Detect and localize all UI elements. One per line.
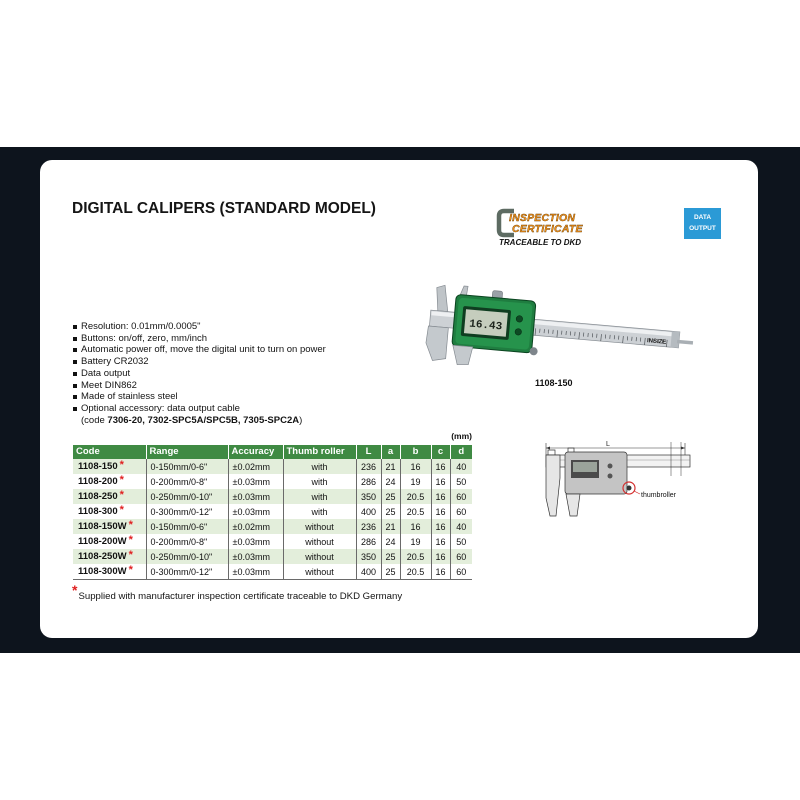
diagram-moving-jaw: [566, 494, 580, 516]
square-bullet-icon: [73, 348, 77, 352]
badge-line-1: DATA: [693, 214, 712, 221]
code-cell: [73, 459, 146, 474]
thumb-roller-cell: with: [283, 474, 356, 489]
dim-a-cell: 21: [381, 459, 400, 474]
code-cell: [73, 549, 146, 564]
diagram-fixed-jaw: [546, 455, 560, 516]
diagram-lcd: [573, 462, 597, 472]
square-bullet-icon: [73, 407, 77, 411]
column-header-dim-c: c: [431, 445, 450, 459]
dim-d-cell: 40: [450, 519, 472, 534]
feature-item: [72, 321, 326, 333]
footnote-asterisk: *: [72, 582, 78, 598]
dim-l-cell: 236: [356, 459, 381, 474]
code-prefix: (code: [81, 414, 108, 426]
dim-l-cell: 236: [356, 519, 381, 534]
feature-item: [72, 380, 326, 392]
column-header-dim-b: b: [400, 445, 431, 459]
dim-c-cell: 16: [431, 459, 450, 474]
dim-l-cell: 350: [356, 549, 381, 564]
certificate-asterisk: *: [128, 534, 133, 546]
accuracy-cell: ±0.03mm: [228, 534, 283, 549]
unit-label: (mm): [451, 431, 472, 441]
table-row: [73, 519, 472, 534]
certificate-asterisk: *: [128, 519, 133, 531]
dim-b-cell: 16: [400, 459, 431, 474]
range-cell: 0-300mm/0-12": [146, 504, 228, 519]
column-header-dim-l: L: [356, 445, 381, 459]
dim-b-cell: 20.5: [400, 549, 431, 564]
accuracy-cell: ±0.03mm: [228, 549, 283, 564]
arrow-left-icon: [546, 447, 550, 450]
spec-table: [73, 445, 472, 580]
code-cell: [73, 474, 146, 489]
diagram-thumb-roller-icon: [627, 486, 632, 491]
column-header-thumb-roller: Thumb roller: [283, 445, 356, 459]
range-cell: 0-150mm/0-6": [146, 519, 228, 534]
table-row: [73, 549, 472, 564]
table-row: [73, 459, 472, 474]
square-bullet-icon: [73, 360, 77, 364]
data-output-badge: [684, 208, 721, 239]
thumb-roller-cell: without: [283, 534, 356, 549]
fixed-upper-jaw: [435, 285, 450, 312]
feature-item: [72, 356, 326, 368]
table-row: [73, 489, 472, 504]
code-suffix: ): [299, 414, 303, 426]
diagram-button-icon: [608, 474, 613, 479]
certificate-line-3: TRACEABLE TO DKD: [499, 238, 582, 247]
dim-l-cell: 286: [356, 534, 381, 549]
dim-l-cell: 400: [356, 504, 381, 519]
fixed-lower-jaw: [424, 326, 448, 362]
diagram-moving-upper-jaw: [568, 448, 574, 452]
feature-text: Battery CR2032: [81, 356, 149, 368]
dim-b-cell: 20.5: [400, 504, 431, 519]
range-cell: 0-200mm/0-8": [146, 474, 228, 489]
brand-logo: INSIZE: [646, 338, 667, 346]
table-header-row: [73, 445, 472, 459]
dim-d-cell: 60: [450, 549, 472, 564]
column-header-dim-d: d: [450, 445, 472, 459]
feature-text: Resolution: 0.01mm/0.0005": [81, 321, 201, 332]
column-header-accuracy: Accuracy: [228, 445, 283, 459]
range-cell: 0-250mm/0-10": [146, 549, 228, 564]
column-header-range: Range: [146, 445, 228, 459]
column-header-dim-a: a: [381, 445, 400, 459]
certificate-asterisk: *: [128, 549, 133, 561]
dim-a-cell: 25: [381, 489, 400, 504]
zero-button-icon: [515, 328, 522, 335]
dim-d-cell: 50: [456, 476, 467, 487]
dim-c-cell: 16: [431, 504, 450, 519]
feature-text: Made of stainless steel: [81, 391, 178, 403]
accuracy-cell: ±0.02mm: [228, 459, 283, 474]
dim-a-cell: 25: [381, 504, 400, 519]
square-bullet-icon: [73, 325, 77, 329]
model-code: 1108-300: [78, 506, 118, 517]
code-cell: [73, 564, 146, 580]
thumb-roller-cell: with: [283, 489, 356, 504]
feature-text: Meet DIN862: [81, 379, 137, 391]
dim-l-cell: 350: [356, 489, 381, 504]
thumb-roller-callout: thumbroller: [641, 492, 677, 499]
dim-c-cell: 16: [431, 489, 450, 504]
range-cell: 0-250mm/0-10": [146, 489, 228, 504]
dim-c-cell: 16: [431, 474, 450, 489]
feature-text: Data output: [81, 367, 131, 379]
accuracy-cell: ±0.03mm: [228, 504, 283, 519]
footnote-text: Supplied with manufacturer inspection certificate traceable to DKD Germany: [78, 591, 403, 602]
certificate-line-2: CERTIFICATE: [512, 223, 583, 235]
depth-rod: [677, 340, 693, 345]
feature-item: [72, 368, 326, 380]
accessory-codes: 7306-20, 7302-SPC5A/SPC5B, 7305-SPC2A: [107, 414, 300, 426]
certificate-asterisk: *: [119, 489, 124, 501]
table-row: [73, 564, 472, 580]
power-button-icon: [516, 315, 523, 322]
certificate-asterisk: *: [119, 474, 124, 486]
catalog-card: [40, 160, 758, 638]
arrow-right-icon: [681, 447, 685, 450]
feature-item: [72, 403, 326, 415]
feature-text: Automatic power off, move the digital unit to turn on power: [81, 344, 326, 356]
dim-a-cell: 25: [381, 549, 400, 564]
feature-item: [72, 344, 326, 356]
code-cell: [73, 489, 146, 504]
model-code: 1108-150W: [78, 521, 127, 532]
model-code: 1108-200W: [78, 536, 127, 547]
dim-c-cell: 16: [431, 549, 450, 564]
dim-d-cell: 40: [450, 459, 472, 474]
dim-a-cell: 24: [381, 534, 400, 549]
square-bullet-icon: [73, 384, 77, 388]
dim-b-cell: 20.5: [400, 564, 431, 580]
thumb-roller-cell: with: [283, 459, 356, 474]
dim-a-cell: 25: [381, 564, 400, 580]
thumb-roller-cell: without: [283, 549, 356, 564]
range-cell: 0-300mm/0-12": [146, 564, 228, 580]
thumb-roller-cell: with: [283, 504, 356, 519]
certificate-line-1: INSPECTION: [509, 212, 576, 224]
square-bullet-icon: [73, 395, 77, 399]
caliper-photo: [420, 280, 700, 375]
accuracy-cell: ±0.03mm: [228, 474, 283, 489]
feature-text: Optional accessory: data output cable: [81, 402, 240, 414]
table-row: [73, 504, 472, 519]
page-title: DIGITAL CALIPERS (STANDARD MODEL): [72, 200, 376, 217]
dim-c-cell: 16: [431, 519, 450, 534]
model-code: 1108-250: [78, 491, 118, 502]
code-cell: [73, 534, 146, 549]
dim-d-cell: 60: [456, 506, 467, 517]
dark-backdrop: [0, 147, 800, 653]
beam-end-cap: [671, 331, 680, 348]
dim-a-cell: 24: [381, 474, 400, 489]
accuracy-cell: ±0.02mm: [228, 519, 283, 534]
model-code: 1108-250W: [78, 551, 127, 562]
certificate-asterisk: *: [128, 564, 133, 576]
dim-a-cell: 21: [381, 519, 400, 534]
range-cell: 0-200mm/0-8": [146, 534, 228, 549]
dim-d-cell: 60: [450, 489, 472, 504]
dim-l-cell: 286: [356, 474, 381, 489]
badge-line-2: OUTPUT: [689, 225, 716, 232]
feature-text: Buttons: on/off, zero, mm/inch: [81, 332, 208, 344]
table-row: [73, 474, 472, 489]
code-cell: [73, 519, 146, 534]
thumb-roller-cell: without: [283, 564, 356, 580]
certificate-asterisk: *: [119, 459, 124, 471]
square-bullet-icon: [73, 337, 77, 341]
caliper-diagram: [538, 438, 692, 522]
lcd-reading: 16.43: [468, 318, 503, 334]
dim-b-cell: 19: [400, 534, 431, 549]
dim-c-cell: 16: [431, 534, 450, 549]
accuracy-cell: ±0.03mm: [228, 564, 283, 580]
feature-item: [72, 333, 326, 345]
dim-d-cell: 60: [450, 564, 472, 580]
table-body: [73, 459, 472, 580]
dim-b-cell: 20.5: [400, 489, 431, 504]
range-cell: 0-150mm/0-6": [146, 459, 228, 474]
dim-c-cell: 16: [431, 564, 450, 580]
model-label: 1108-150: [535, 378, 573, 388]
accuracy-cell: ±0.03mm: [228, 489, 283, 504]
square-bullet-icon: [73, 372, 77, 376]
inspection-certificate-logo: [496, 207, 600, 251]
column-header-code: Code: [73, 445, 146, 459]
model-code: 1108-300W: [78, 566, 127, 577]
moving-lower-jaw: [451, 345, 473, 366]
diagram-button-icon: [608, 464, 613, 469]
length-label: L: [606, 441, 610, 448]
model-code: 1108-150: [78, 461, 118, 472]
dim-d-cell: 50: [456, 536, 467, 547]
code-cell: [73, 504, 146, 519]
dim-b-cell: 19: [400, 474, 431, 489]
diagram-fixed-upper-jaw: [548, 450, 555, 455]
thumb-roller-cell: without: [283, 519, 356, 534]
callout-leader-line: [634, 491, 640, 494]
dim-l-cell: 400: [356, 564, 381, 580]
accessory-code-line: [72, 415, 326, 427]
feature-item: [72, 391, 326, 403]
model-code: 1108-200: [78, 476, 118, 487]
certificate-asterisk: *: [119, 504, 124, 516]
feature-list: [72, 321, 326, 426]
table-row: [73, 534, 472, 549]
footnote: [72, 582, 403, 602]
dim-b-cell: 16: [400, 519, 431, 534]
